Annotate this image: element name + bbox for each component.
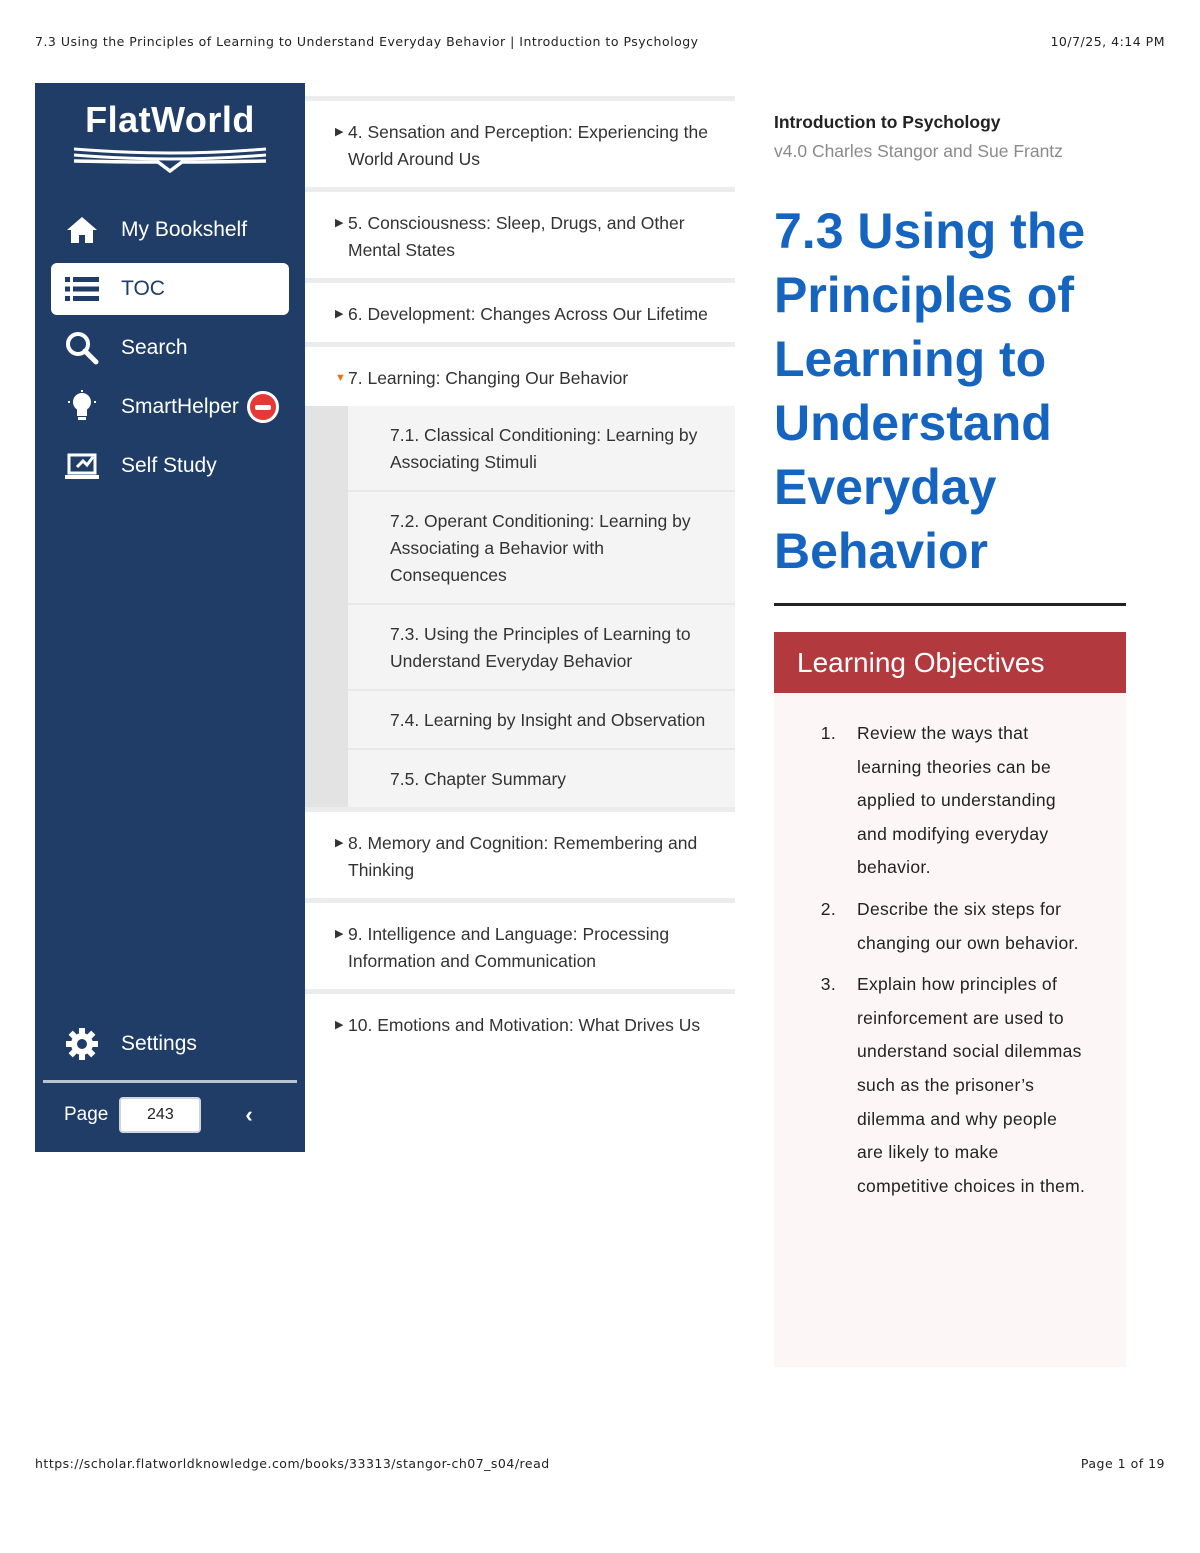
list-icon: [65, 272, 99, 306]
page-label: Page: [64, 1104, 109, 1125]
nav-search[interactable]: [51, 322, 289, 374]
toc-chapter-label: 6. Development: Changes Across Our Lifetime: [348, 304, 708, 324]
toc-chapter-7-sections: [305, 406, 735, 812]
toc-indent-gutter: [305, 406, 348, 807]
list-item: [774, 717, 1086, 885]
list-item: [774, 968, 1086, 1203]
caret-right-icon: ▶: [335, 217, 344, 229]
caret-right-icon: ▶: [335, 837, 344, 849]
caret-down-icon: ▼: [335, 372, 346, 384]
list-number: 1.: [820, 723, 836, 743]
section-title: 7.3 Using the Principles of Learning to Understand Everyday Behavior: [774, 203, 1086, 579]
toc-chapter-5[interactable]: [305, 192, 735, 283]
nav-label-smarthelper: SmartHelper: [121, 395, 239, 418]
print-title: 7.3 Using the Principles of Learning to Understand Everyday Behavior | Introduction to Psychology: [35, 34, 699, 49]
nav-label-toc: TOC: [121, 277, 165, 300]
search-icon: [65, 331, 99, 365]
toc-chapter-label: 5. Consciousness: Sleep, Drugs, and Other Mental States: [348, 213, 685, 260]
gear-icon: [65, 1027, 99, 1061]
toc-section-7-1[interactable]: 7.1. Classical Conditioning: Learning by Associating Stimuli: [348, 406, 735, 492]
toc-chapter-4[interactable]: [305, 101, 735, 192]
toc-chapter-8[interactable]: [305, 812, 735, 903]
toc-chapter-9[interactable]: [305, 903, 735, 994]
list-text: Describe the six steps for changing our own behavior.: [857, 898, 1079, 953]
nav-smarthelper[interactable]: [51, 381, 289, 433]
print-header: [35, 34, 1165, 49]
table-of-contents: [305, 96, 735, 1053]
toc-chapter-label: 8. Memory and Cognition: Remembering and Thinking: [348, 833, 698, 880]
print-footer: [35, 1456, 1165, 1471]
list-text: Review the ways that learning theories can be applied to understanding and modifying everyday behavior.: [857, 723, 1056, 878]
toc-section-7-2[interactable]: 7.2. Operant Conditioning: Learning by Associating a Behavior with Consequences: [348, 492, 735, 605]
toc-chapter-6[interactable]: [305, 283, 735, 347]
list-text: Explain how principles of reinforcement are used to understand social dilemmas such as the prisoner’s dilemma and why people are likely to make competitive choices in them.: [857, 974, 1086, 1196]
list-number: 3.: [820, 974, 836, 995]
print-url: https://scholar.flatworldknowledge.com/books/33313/stangor-ch07_s04/read: [35, 1456, 550, 1471]
toc-chapter-10[interactable]: [305, 994, 735, 1053]
title-divider: [774, 603, 1126, 606]
open-book-icon: [70, 143, 270, 173]
book-meta: v4.0 Charles Stangor and Sue Frantz: [774, 141, 1063, 161]
self-study-icon: [65, 449, 99, 483]
caret-right-icon: ▶: [335, 308, 344, 320]
caret-right-icon: ▶: [335, 126, 344, 138]
learning-objectives-list: [774, 693, 1126, 1203]
flatworld-logo[interactable]: [35, 99, 305, 173]
nav-label-my-bookshelf: My Bookshelf: [121, 218, 248, 241]
toc-section-7-3[interactable]: 7.3. Using the Principles of Learning to Understand Everyday Behavior: [348, 605, 735, 691]
learning-objectives-box: [774, 632, 1126, 1367]
toc-section-7-5[interactable]: 7.5. Chapter Summary: [348, 750, 735, 807]
home-icon: [65, 213, 99, 247]
toc-section-7-4[interactable]: 7.4. Learning by Insight and Observation: [348, 691, 735, 750]
logo-text: FlatWorld: [85, 99, 255, 140]
list-number: 2.: [820, 898, 836, 919]
nav-settings[interactable]: [51, 1018, 289, 1070]
sidebar: [35, 83, 305, 1152]
toc-chapter-label: 4. Sensation and Perception: Experiencing the World Around Us: [348, 122, 708, 169]
nav-toc[interactable]: [51, 263, 289, 315]
nav-label-self-study: Self Study: [121, 454, 217, 477]
nav-label-search: Search: [121, 336, 188, 359]
reading-pane: [774, 112, 1126, 1367]
toc-chapter-label: 9. Intelligence and Language: Processing Information and Communication: [348, 924, 670, 971]
collapse-sidebar-chevron-icon[interactable]: ‹: [245, 1102, 253, 1127]
toc-chapter-label: 7. Learning: Changing Our Behavior: [348, 368, 629, 388]
print-page-number: Page 1 of 19: [1080, 1456, 1165, 1471]
nav-my-bookshelf[interactable]: [51, 204, 289, 256]
lightbulb-icon: [65, 390, 99, 424]
toc-chapter-label: 10. Emotions and Motivation: What Drives Us: [348, 1015, 701, 1035]
list-item: [774, 893, 1086, 960]
nav-label-settings: Settings: [121, 1032, 197, 1055]
smarthelper-badge: [247, 391, 279, 423]
print-datetime: 10/7/25, 4:14 PM: [1050, 34, 1165, 49]
book-title: Introduction to Psychology: [774, 112, 1001, 132]
page-jump: [35, 1095, 305, 1135]
caret-right-icon: ▶: [335, 1019, 344, 1031]
page-number-input[interactable]: [119, 1097, 201, 1133]
learning-objectives-heading: Learning Objectives: [774, 632, 1126, 693]
caret-right-icon: ▶: [335, 928, 344, 940]
sidebar-divider: [43, 1080, 297, 1083]
toc-chapter-7[interactable]: [305, 347, 735, 406]
nav-self-study[interactable]: [51, 440, 289, 492]
